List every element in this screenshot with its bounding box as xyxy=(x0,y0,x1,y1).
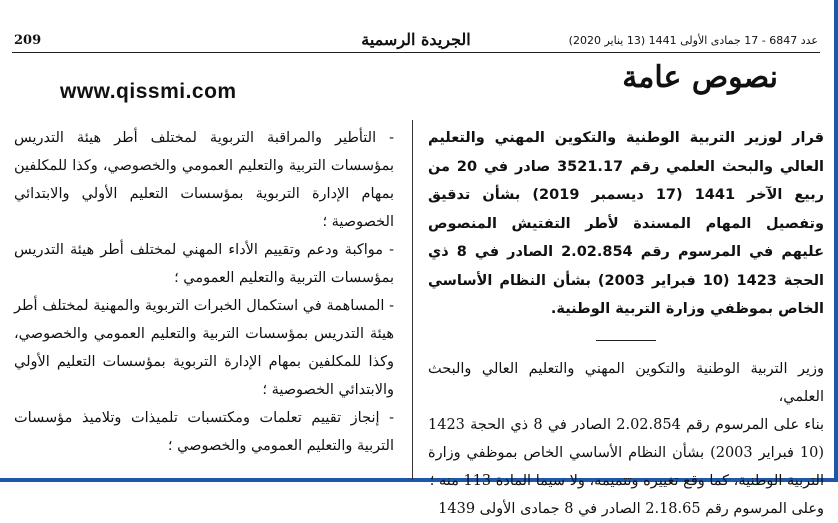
separator-line xyxy=(596,340,656,341)
issue-info: عدد 6847 - 17 جمادى الأولى 1441 (13 يناير 2020) xyxy=(568,34,818,47)
page-header xyxy=(12,30,820,53)
column-divider xyxy=(412,120,413,480)
watermark: www.qissmi.com xyxy=(60,80,237,103)
section-title: نصوص عامة xyxy=(622,60,778,95)
gazette-title: الجريدة الرسمية xyxy=(361,30,471,49)
list-item: - التأطير والمراقبة التربوية لمختلف أطر هيئة التدريس بمؤسسات التربية والتعليم العمومي والخصوصي، وكذا للمكلفين بمهام الإدارة التربوية بمؤسسات التعليم الأولي والابتدائي الخصوصية ؛ xyxy=(14,130,394,230)
page-number: 209 xyxy=(14,33,42,48)
paragraph: وزير التربية الوطنية والتكوين المهني والتعليم العالي والبحث العلمي، xyxy=(428,360,824,405)
left-column xyxy=(14,124,394,460)
decree-heading: قرار لوزير التربية الوطنية والتكوين المهني والتعليم العالي والبحث العلمي رقم 3521.17 صادر في 20 من ربيع الآخر 1441 (17 ديسمبر 2019) بشأن تدقيق وتفصيل المهام المسندة لأطر التفتيش المنصوص عليهم في المرسوم رقم 2.02.854 الصادر في 8 ذي الحجة 1423 (10 فبراير 2003) بشأن النظام الأساسي الخاص بموظفي وزارة التربية الوطنية. xyxy=(428,130,825,317)
right-column xyxy=(428,124,824,523)
paragraph: بناء على المرسوم رقم 2.02.854 الصادر في 8 ذي الحجة 1423 (10 فبراير 2003) بشأن النظام الأساسي الخاص بموظفي وزارة التربية الوطنية، كما وقع تغييره وتتميمه، ولا سيما المادة 113 منه ؛ xyxy=(428,416,824,489)
paragraph: وعلى المرسوم رقم 2.18.65 الصادر في 8 جمادى الأولى 1439 xyxy=(438,500,824,517)
list-item: - مواكبة ودعم وتقييم الأداء المهني لمختلف أطر هيئة التدريس بمؤسسات التربية والتعليم العمومي ؛ xyxy=(14,242,394,286)
list-item: - إنجاز تقييم تعلمات ومكتسبات تلميذات وتلاميذ مؤسسات التربية والتعليم العمومي والخصوصي ؛ xyxy=(14,410,394,454)
list-item: - المساهمة في استكمال الخبرات التربوية والمهنية لمختلف أطر هيئة التدريس بمؤسسات التربية والتعليم العمومي والخصوصي، وكذا للمكلفين بمهام الإدارة التربوية بمؤسسات التعليم الأولي والابتدائي الخصوصية ؛ xyxy=(14,298,394,398)
